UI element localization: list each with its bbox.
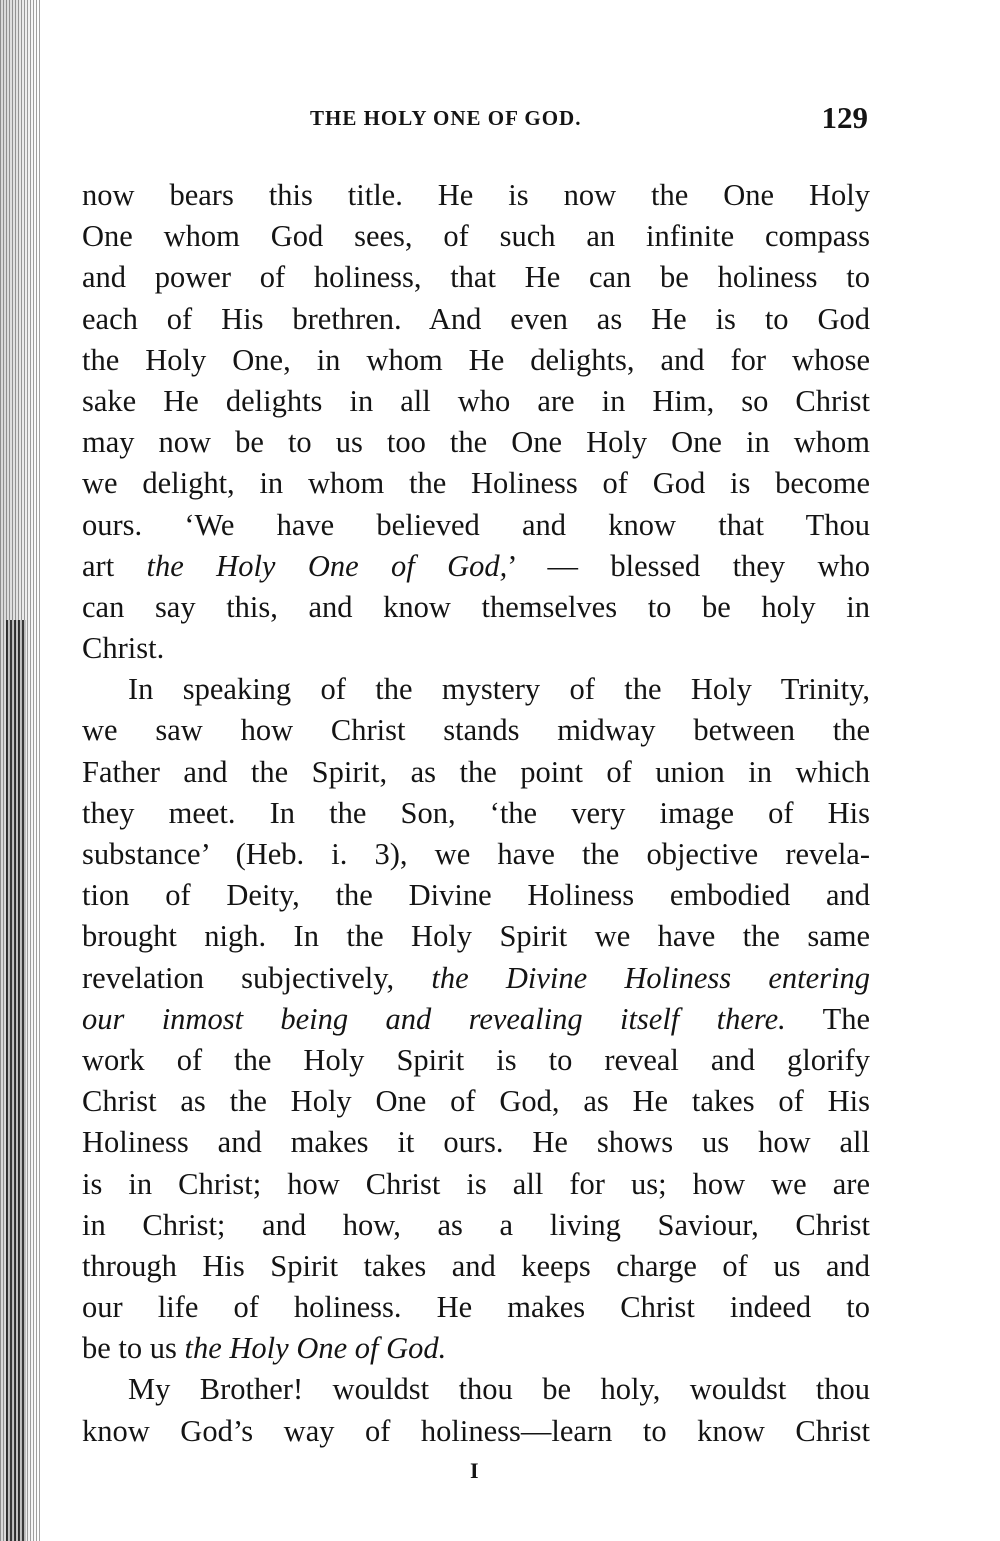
italic-phrase: our inmost being and revealing itself there. [82,1001,786,1036]
text-line: in Christ; and how, as a living Saviour, Christ [82,1207,870,1242]
text-line: they meet. In the Son, ‘the very image of His [82,795,870,830]
running-head: THE HOLY ONE OF GOD. [310,106,582,130]
text-line: brought nigh. In the Holy Spirit we have the same [82,919,870,954]
text-line: can say this, and know themselves to be holy in [82,589,870,624]
text-line [82,999,870,1040]
text-line: each of His brethren. And even as He is to God [82,301,870,336]
text-line: sake He delights in all who are in Him, so Christ [82,383,870,418]
text-line: work of the Holy Spirit is to reveal and glorify [82,1042,870,1077]
signature-mark: I [470,1458,479,1483]
text-line: now bears this title. He is now the One Holy [82,178,870,212]
text-line: Holiness and makes it ours. He shows us how all [82,1125,870,1160]
text-line [82,958,870,999]
text-line: know God’s way of holiness—learn to know Christ [82,1413,870,1448]
page-header [80,100,870,140]
text-line: we saw how Christ stands midway between the [82,713,870,748]
text-line: Christ. [82,631,165,666]
text-line: is in Christ; how Christ is all for us; how we are [82,1166,870,1201]
text-segment: ’ — blessed they who [507,548,870,583]
italic-phrase: the Holy One of God, [146,548,508,583]
text-line: we delight, in whom the Holiness of God is become [82,466,870,501]
text-line: One whom God sees, of such an infinite compass [82,219,870,254]
book-gutter-edge [6,620,26,1541]
text-line: substance’ (Heb. i. 3), we have the objective revela- [82,837,870,871]
text-segment: be to us [82,1331,185,1366]
text-segment: revelation subjectively, [82,960,432,995]
text-segment: The [785,1001,870,1036]
text-line: may now be to us too the One Holy One in whom [82,425,870,460]
text-line: tion of Deity, the Divine Holiness embodied and [82,878,870,913]
text-line: In speaking of the mystery of the Holy Trinity, [128,672,870,707]
italic-phrase: the Divine Holiness entering [431,960,871,995]
text-line [82,546,870,587]
text-line: Father and the Spirit, as the point of union in which [82,754,870,789]
page-number: 129 [821,100,868,135]
text-line: through His Spirit takes and keeps charge of us and [82,1248,870,1283]
text-line: the Holy One, in whom He delights, and for whose [82,342,870,377]
text-line: our life of holiness. He makes Christ indeed to [82,1290,870,1325]
italic-phrase: the Holy One of God. [184,1331,447,1366]
text-segment: art [82,548,147,583]
text-line: and power of holiness, that He can be holiness to [82,260,870,295]
text-line [82,1328,870,1369]
body-text [82,175,870,1452]
text-line: Christ as the Holy One of God, as He takes of His [82,1084,870,1119]
text-line: My Brother! wouldst thou be holy, wouldst thou [128,1372,870,1407]
text-line: ours. ‘We have believed and know that Thou [82,507,870,542]
